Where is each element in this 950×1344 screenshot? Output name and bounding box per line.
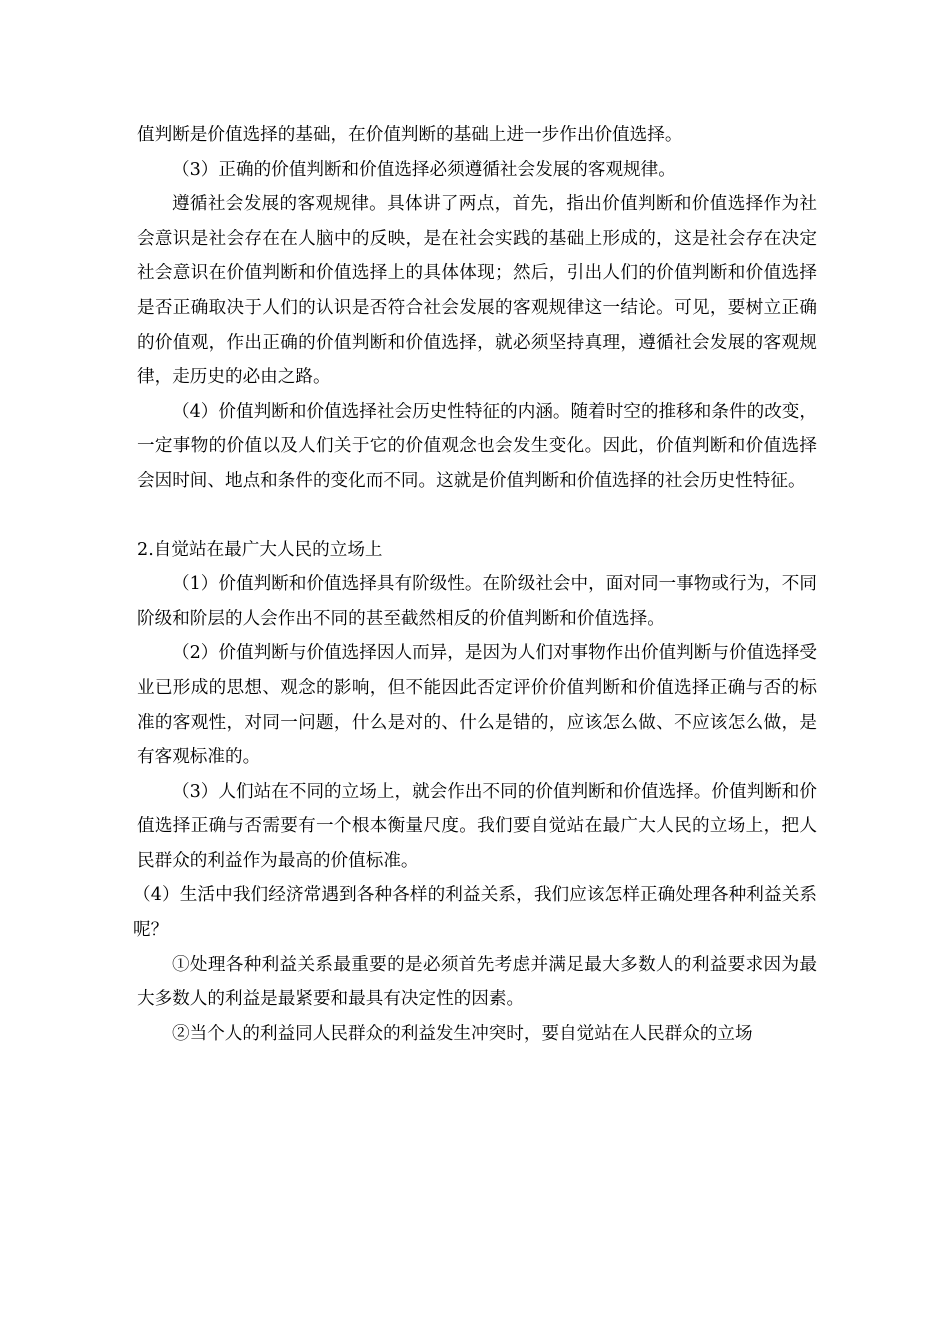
document-page xyxy=(133,118,817,1051)
paragraph-section2-point-1: （1）价值判断和价值选择具有阶级性。在阶级社会中，面对同一事物或行为，不同阶级和阶层的人会作出不同的甚至截然相反的价值判断和价值选择。 xyxy=(137,574,817,629)
paragraph-objective-laws: 遵循社会发展的客观规律。具体讲了两点，首先，指出价值判断和价值选择作为社会意识是社会存在在人脑中的反映，是在社会实践的基础上形成的，这是社会存在决定社会意识在价值判断和价值选择上的具体体现；然后，引出人们的价值判断和价值选择是否正确取决于人们的认识是否符合社会发展的客观规律这一结论。可见，要树立正确的价值观，作出正确的价值判断和价值选择，就必须坚持真理，遵循社会发展的客观规律，走历史的必由之路。 xyxy=(137,194,817,388)
paragraph-point-3: （3）正确的价值判断和价值选择必须遵循社会发展的客观规律。 xyxy=(172,159,676,180)
paragraph-item-1: ①处理各种利益关系最重要的是必须首先考虑并满足最大多数人的利益要求因为最大多数人的利益是最紧要和最具有决定性的因素。 xyxy=(137,954,817,1010)
paragraph-point-4: （4）价值判断和价值选择社会历史性特征的内涵。随着时空的推移和条件的改变，一定事物的价值以及人们关于它的价值观念也会发生变化。因此，价值判断和价值选择会因时间、地点和条件的变化而不同。这就是价值判断和价值选择的社会历史性特征。 xyxy=(137,401,817,491)
paragraph-section2-point-2: （2）价值判断与价值选择因人而异，是因为人们对事物作出价值判断与价值选择受业已形成的思想、观念的影响，但不能因此否定评价价值判断和价值选择正确与否的标准的客观性，对同一问题，什么是对的、什么是错的，应该怎么做、不应该怎么做，是有客观标准的。 xyxy=(137,643,817,768)
paragraph-section2-point-3: （3）人们站在不同的立场上，就会作出不同的价值判断和价值选择。价值判断和价值选择正确与否需要有一个根本衡量尺度。我们要自觉站在最广大人民的立场上，把人民群众的利益作为最高的价值标准。 xyxy=(137,781,817,871)
section-heading-2: 2.自觉站在最广大人民的立场上 xyxy=(137,539,383,560)
paragraph-section2-point-4: （4）生活中我们经济常遇到各种各样的利益关系，我们应该怎样正确处理各种利益关系呢？ xyxy=(133,885,817,941)
paragraph-continuation: 值判断是价值选择的基础，在价值判断的基础上进一步作出价值选择。 xyxy=(137,125,683,145)
paragraph-item-2: ②当个人的利益同人民群众的利益发生冲突时，要自觉站在人民群众的立场 xyxy=(172,1023,753,1044)
